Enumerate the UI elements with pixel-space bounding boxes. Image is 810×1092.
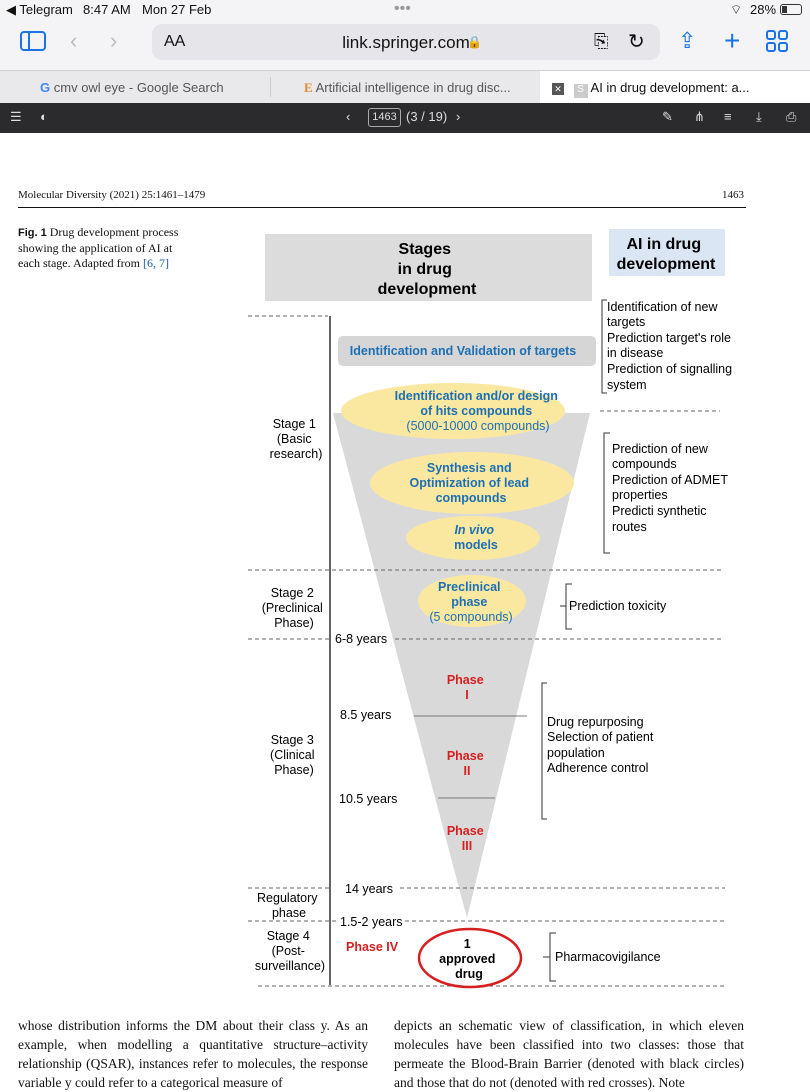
print-icon[interactable]: ⎙ bbox=[786, 109, 797, 124]
wifi-icon: ⌔ bbox=[730, 2, 743, 17]
page-number-input[interactable]: 1463 bbox=[368, 108, 401, 127]
years-8-5: 8.5 years bbox=[340, 708, 392, 722]
body-text-left: whose distribution informs the DM about their class y. As an example, when modelling a quantitative structure–activity relationship (QSAR), instances refer to molecules, the response variable y could refer to a categorical measure of bbox=[18, 1018, 368, 1090]
tab-ai-drug-discovery[interactable] bbox=[304, 71, 534, 104]
years-14: 14 years bbox=[345, 882, 393, 896]
status-bar bbox=[0, 0, 810, 20]
battery-level: 28% bbox=[750, 2, 777, 17]
tab-ai-drug-development[interactable] bbox=[540, 71, 810, 104]
browser-toolbar bbox=[0, 20, 810, 70]
phase-1-label: Phase I bbox=[446, 673, 484, 702]
phase-2-label: Phase II bbox=[446, 749, 484, 778]
date: Mon 27 Feb bbox=[142, 2, 212, 17]
ai-toxicity-text: Prediction toxicity bbox=[569, 599, 667, 613]
ai-clinical-text: Drug repurposing Selection of patient population Adherence control bbox=[547, 715, 654, 775]
stage-4-label: Stage 4 (Post- surveillance) bbox=[254, 929, 326, 973]
lock-icon: 🔒 bbox=[467, 35, 482, 49]
phase-3-label: Phase III bbox=[446, 824, 484, 853]
springer-favicon-icon: S bbox=[574, 84, 588, 98]
share-icon[interactable]: ⋔ bbox=[694, 109, 705, 124]
ai-post-text: Pharmacovigilance bbox=[555, 950, 661, 964]
translate-icon[interactable]: ⎘ bbox=[594, 31, 609, 51]
address-bar[interactable] bbox=[152, 24, 660, 60]
tab-label: Artificial intelligence in drug disc... bbox=[315, 80, 511, 95]
share-icon[interactable]: ⇪ bbox=[678, 28, 697, 53]
battery-icon bbox=[780, 4, 802, 15]
regulatory-label: Regulatory phase bbox=[257, 891, 318, 920]
ai-header: AI in drug development bbox=[616, 236, 716, 273]
body-text-right: depicts an schematic view of classification, in which eleven molecules have been classified into two classes: those that permeate the Blood-Brain Barrier (denoted with black circles) and those that do not (denoted with red crosses). Note bbox=[394, 1018, 744, 1090]
url-text[interactable]: link.springer.com bbox=[342, 33, 470, 52]
tab-label: AI in drug development: a... bbox=[590, 80, 750, 95]
figure-label: Fig. 1 bbox=[18, 227, 47, 239]
sidebar-icon[interactable] bbox=[20, 30, 46, 58]
phase-4-label: Phase IV bbox=[346, 940, 399, 954]
forward-icon[interactable]: › bbox=[110, 28, 118, 53]
prev-page-icon[interactable]: ‹ bbox=[346, 109, 351, 124]
stages-header: Stages in drug development bbox=[377, 241, 477, 298]
page-number: 1463 bbox=[722, 189, 744, 201]
tab-label: cmv owl eye - Google Search bbox=[53, 80, 224, 95]
caption-text: Drug development process showing the application of AI at each stage. Adapted from bbox=[18, 225, 179, 270]
running-header: Molecular Diversity (2021) 25:1461–1479 bbox=[18, 189, 206, 201]
citation-link[interactable]: [6, 7] bbox=[142, 256, 169, 270]
synthesis-label: Synthesis and Optimization of lead compounds bbox=[409, 461, 529, 505]
back-icon[interactable]: ‹ bbox=[70, 28, 78, 53]
tab-google-search[interactable] bbox=[40, 71, 270, 104]
tab-overview-icon[interactable] bbox=[766, 30, 788, 58]
elsevier-favicon-icon: E bbox=[304, 80, 313, 95]
stage-3-label: Stage 3 (Clinical Phase) bbox=[270, 733, 315, 777]
contrast-icon[interactable]: ◐ bbox=[40, 109, 48, 124]
years-10-5: 10.5 years bbox=[339, 792, 398, 806]
years-1-5-2: 1.5-2 years bbox=[340, 915, 403, 929]
multitask-dots-icon[interactable]: ••• bbox=[394, 0, 411, 17]
tab-strip bbox=[0, 70, 810, 103]
back-to-app[interactable]: ◀ Telegram bbox=[6, 2, 73, 17]
pdf-toolbar bbox=[0, 103, 810, 133]
stage-1-label: Stage 1 (Basic research) bbox=[269, 417, 323, 461]
clock: 8:47 AM bbox=[83, 2, 131, 17]
invivo-label: In vivo models bbox=[454, 523, 498, 552]
annotate-icon[interactable]: ✎ bbox=[662, 109, 673, 124]
reader-options-button[interactable]: AA bbox=[164, 33, 186, 50]
google-favicon-icon: G bbox=[40, 80, 51, 95]
new-tab-icon[interactable]: + bbox=[724, 25, 741, 56]
years-6-8: 6-8 years bbox=[335, 632, 388, 646]
page-count: (3 / 19) bbox=[406, 109, 448, 124]
year-labels bbox=[335, 632, 403, 929]
ai-compounds-text: Prediction of new compounds Prediction of ADMET properties Predicti synthetic routes bbox=[612, 442, 728, 534]
approved-drug-label: 1 approved drug bbox=[439, 937, 496, 981]
target-box-label: Identification and Validation of targets bbox=[349, 344, 577, 358]
add-to-list-icon[interactable]: ≡ bbox=[724, 109, 732, 124]
menu-icon[interactable]: ☰ bbox=[10, 109, 22, 124]
hits-label: Identification and/or design of hits compounds (5000-10000 compounds) bbox=[394, 389, 558, 433]
reload-icon[interactable]: ↻ bbox=[628, 31, 645, 53]
pdf-page bbox=[0, 133, 810, 1090]
drug-development-figure bbox=[0, 133, 810, 1013]
stage-2-label: Stage 2 (Preclinical Phase) bbox=[261, 586, 323, 630]
next-page-icon[interactable]: › bbox=[456, 109, 461, 124]
preclinical-label: Preclinical phase (5 compounds) bbox=[429, 580, 513, 624]
download-icon[interactable]: ⤓ bbox=[756, 109, 762, 124]
ai-targets-text: Identification of new targets Prediction target's role in disease Prediction of signalling system bbox=[607, 300, 733, 392]
close-tab-icon[interactable]: ✕ bbox=[552, 83, 564, 95]
